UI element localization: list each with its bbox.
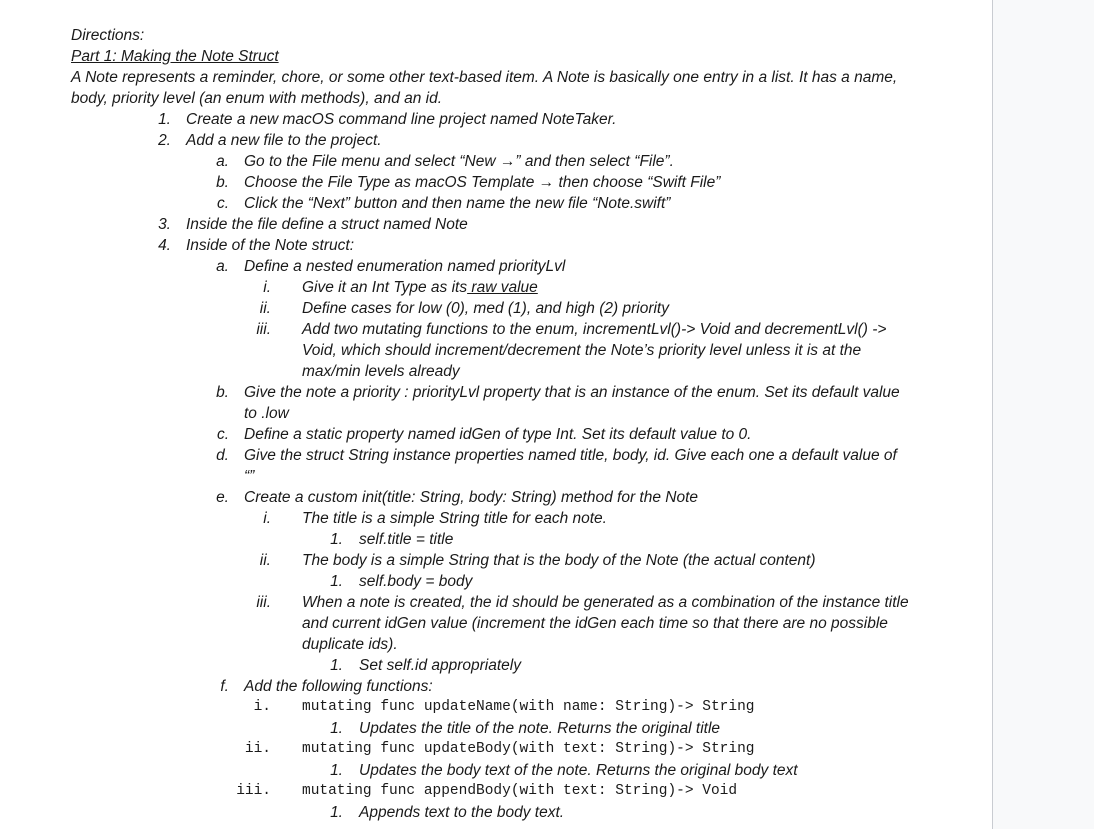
list-item: [71, 677, 971, 698]
list-item: [71, 194, 971, 215]
list-marker: c.: [216, 195, 229, 212]
section-title: Part 1: Making the Note Struct: [71, 48, 279, 65]
list-marker: e.: [216, 489, 229, 506]
list-item: [71, 761, 971, 782]
list-item: [71, 593, 971, 614]
list-item: [71, 110, 971, 131]
list-item-text: duplicate ids).: [302, 636, 398, 653]
list-item-continuation: [71, 635, 971, 656]
list-marker: ii.: [259, 300, 271, 317]
list-item-text: Go to the File menu and select “New →” and then select “File”.: [244, 153, 674, 170]
list-marker: f.: [220, 678, 229, 695]
list-marker: 1.: [158, 111, 171, 128]
list-item-text: Define a static property named idGen of type Int. Set its default value to 0.: [244, 426, 752, 443]
list-item: [71, 488, 971, 509]
list-item-text: The title is a simple String title for each note.: [302, 510, 607, 527]
list-marker: 4.: [158, 237, 171, 254]
list-item: [71, 299, 971, 320]
list-item-continuation: [71, 341, 971, 362]
list-item-text: Define a nested enumeration named priorityLvl: [244, 258, 566, 275]
list-item-text: Add a new file to the project.: [186, 132, 382, 149]
list-item: [71, 173, 971, 194]
list-marker: iii.: [256, 594, 271, 611]
list-item: [71, 446, 971, 467]
list-item: [71, 782, 971, 803]
list-item-text: self.body = body: [359, 573, 473, 590]
list-marker: iii.: [256, 321, 271, 338]
list-marker: iii.: [236, 783, 271, 799]
list-marker: a.: [216, 153, 229, 170]
document-body: [71, 26, 971, 824]
list-item-text: Updates the body text of the note. Returns the original body text: [359, 762, 798, 779]
list-item-continuation: [71, 404, 971, 425]
intro-paragraph-line: A Note represents a reminder, chore, or some other text-based item. A Note is basically one entry in a list. It has a name,: [71, 69, 898, 86]
list-item-text: When a note is created, the id should be generated as a combination of the instance title: [302, 594, 909, 611]
list-marker: 3.: [158, 216, 171, 233]
list-item: [71, 698, 971, 719]
list-item-text: Appends text to the body text.: [359, 804, 565, 821]
list-item: [71, 257, 971, 278]
list-item: [71, 803, 971, 824]
list-item-text: Choose the File Type as macOS Template → then choose “Swift File”: [244, 174, 721, 191]
list-marker: i.: [253, 699, 271, 715]
list-item-continuation: [71, 614, 971, 635]
list-item-text: Void, which should increment/decrement the Note’s priority level unless it is at the: [302, 342, 862, 359]
list-item-text: Updates the title of the note. Returns the original title: [359, 720, 721, 737]
list-item-text: Add the following functions:: [244, 678, 433, 695]
list-item-text: and current idGen value (increment the idGen each time so that there are no possible: [302, 615, 888, 632]
list-item: [71, 278, 971, 299]
list-item: [71, 215, 971, 236]
list-marker: i.: [263, 279, 271, 296]
list-item-text: Click the “Next” button and then name the new file “Note.swift”: [244, 195, 671, 212]
list-item-text: to .low: [244, 405, 289, 422]
directions-heading: Directions:: [71, 27, 145, 44]
list-item-text: Inside of the Note struct:: [186, 237, 355, 254]
list-marker: 1.: [330, 804, 343, 821]
list-marker: b.: [216, 174, 229, 191]
list-marker: i.: [263, 510, 271, 527]
list-marker: ii.: [244, 741, 271, 757]
list-item-text: Give the note a priority : priorityLvl property that is an instance of the enum. Set its default value: [244, 384, 900, 401]
list-marker: 1.: [330, 573, 343, 590]
list-item-continuation: [71, 362, 971, 383]
list-item: [71, 551, 971, 572]
list-item-text: self.title = title: [359, 531, 454, 548]
intro-paragraph-line: body, priority level (an enum with methods), and an id.: [71, 90, 443, 107]
list-item: [71, 425, 971, 446]
list-item: [71, 572, 971, 593]
list-item: [71, 236, 971, 257]
list-item-continuation: [71, 467, 971, 488]
list-item-text: Define cases for low (0), med (1), and high (2) priority: [302, 300, 669, 317]
list-item-text: Inside the file define a struct named Note: [186, 216, 468, 233]
list-marker: a.: [216, 258, 229, 275]
list-marker: 2.: [158, 132, 171, 149]
list-item: [71, 509, 971, 530]
list-item-text: Add two mutating functions to the enum, incrementLvl()-> Void and decrementLvl() ->: [302, 321, 887, 338]
list-item: [71, 719, 971, 740]
page-gutter: [993, 0, 1094, 829]
code-signature: mutating func updateName(with name: String)-> String: [302, 699, 755, 715]
list-item: [71, 152, 971, 173]
list-item: [71, 530, 971, 551]
list-item-text: Give the struct String instance properties named title, body, id. Give each one a default value of: [244, 447, 897, 464]
code-signature: mutating func updateBody(with text: String)-> String: [302, 741, 755, 757]
list-marker: ii.: [259, 552, 271, 569]
list-marker: 1.: [330, 762, 343, 779]
list-item: [71, 740, 971, 761]
list-marker: 1.: [330, 657, 343, 674]
list-item: [71, 656, 971, 677]
list-marker: d.: [216, 447, 229, 464]
list-marker: 1.: [330, 531, 343, 548]
code-signature: mutating func appendBody(with text: String)-> Void: [302, 783, 738, 799]
list-item-text: Create a new macOS command line project named NoteTaker.: [186, 111, 617, 128]
raw-value-term: raw value: [467, 279, 538, 296]
list-marker: b.: [216, 384, 229, 401]
list-item-text: The body is a simple String that is the body of the Note (the actual content): [302, 552, 816, 569]
list-item: [71, 320, 971, 341]
list-item-text: Give it an Int Type as its: [302, 279, 468, 296]
list-item-text: Set self.id appropriately: [359, 657, 521, 674]
list-marker: c.: [216, 426, 229, 443]
list-item-text: Create a custom init(title: String, body: String) method for the Note: [244, 489, 699, 506]
list-marker: 1.: [330, 720, 343, 737]
list-item: [71, 383, 971, 404]
list-item: [71, 131, 971, 152]
list-item-text: max/min levels already: [302, 363, 460, 380]
list-item-text: “”: [244, 468, 255, 485]
